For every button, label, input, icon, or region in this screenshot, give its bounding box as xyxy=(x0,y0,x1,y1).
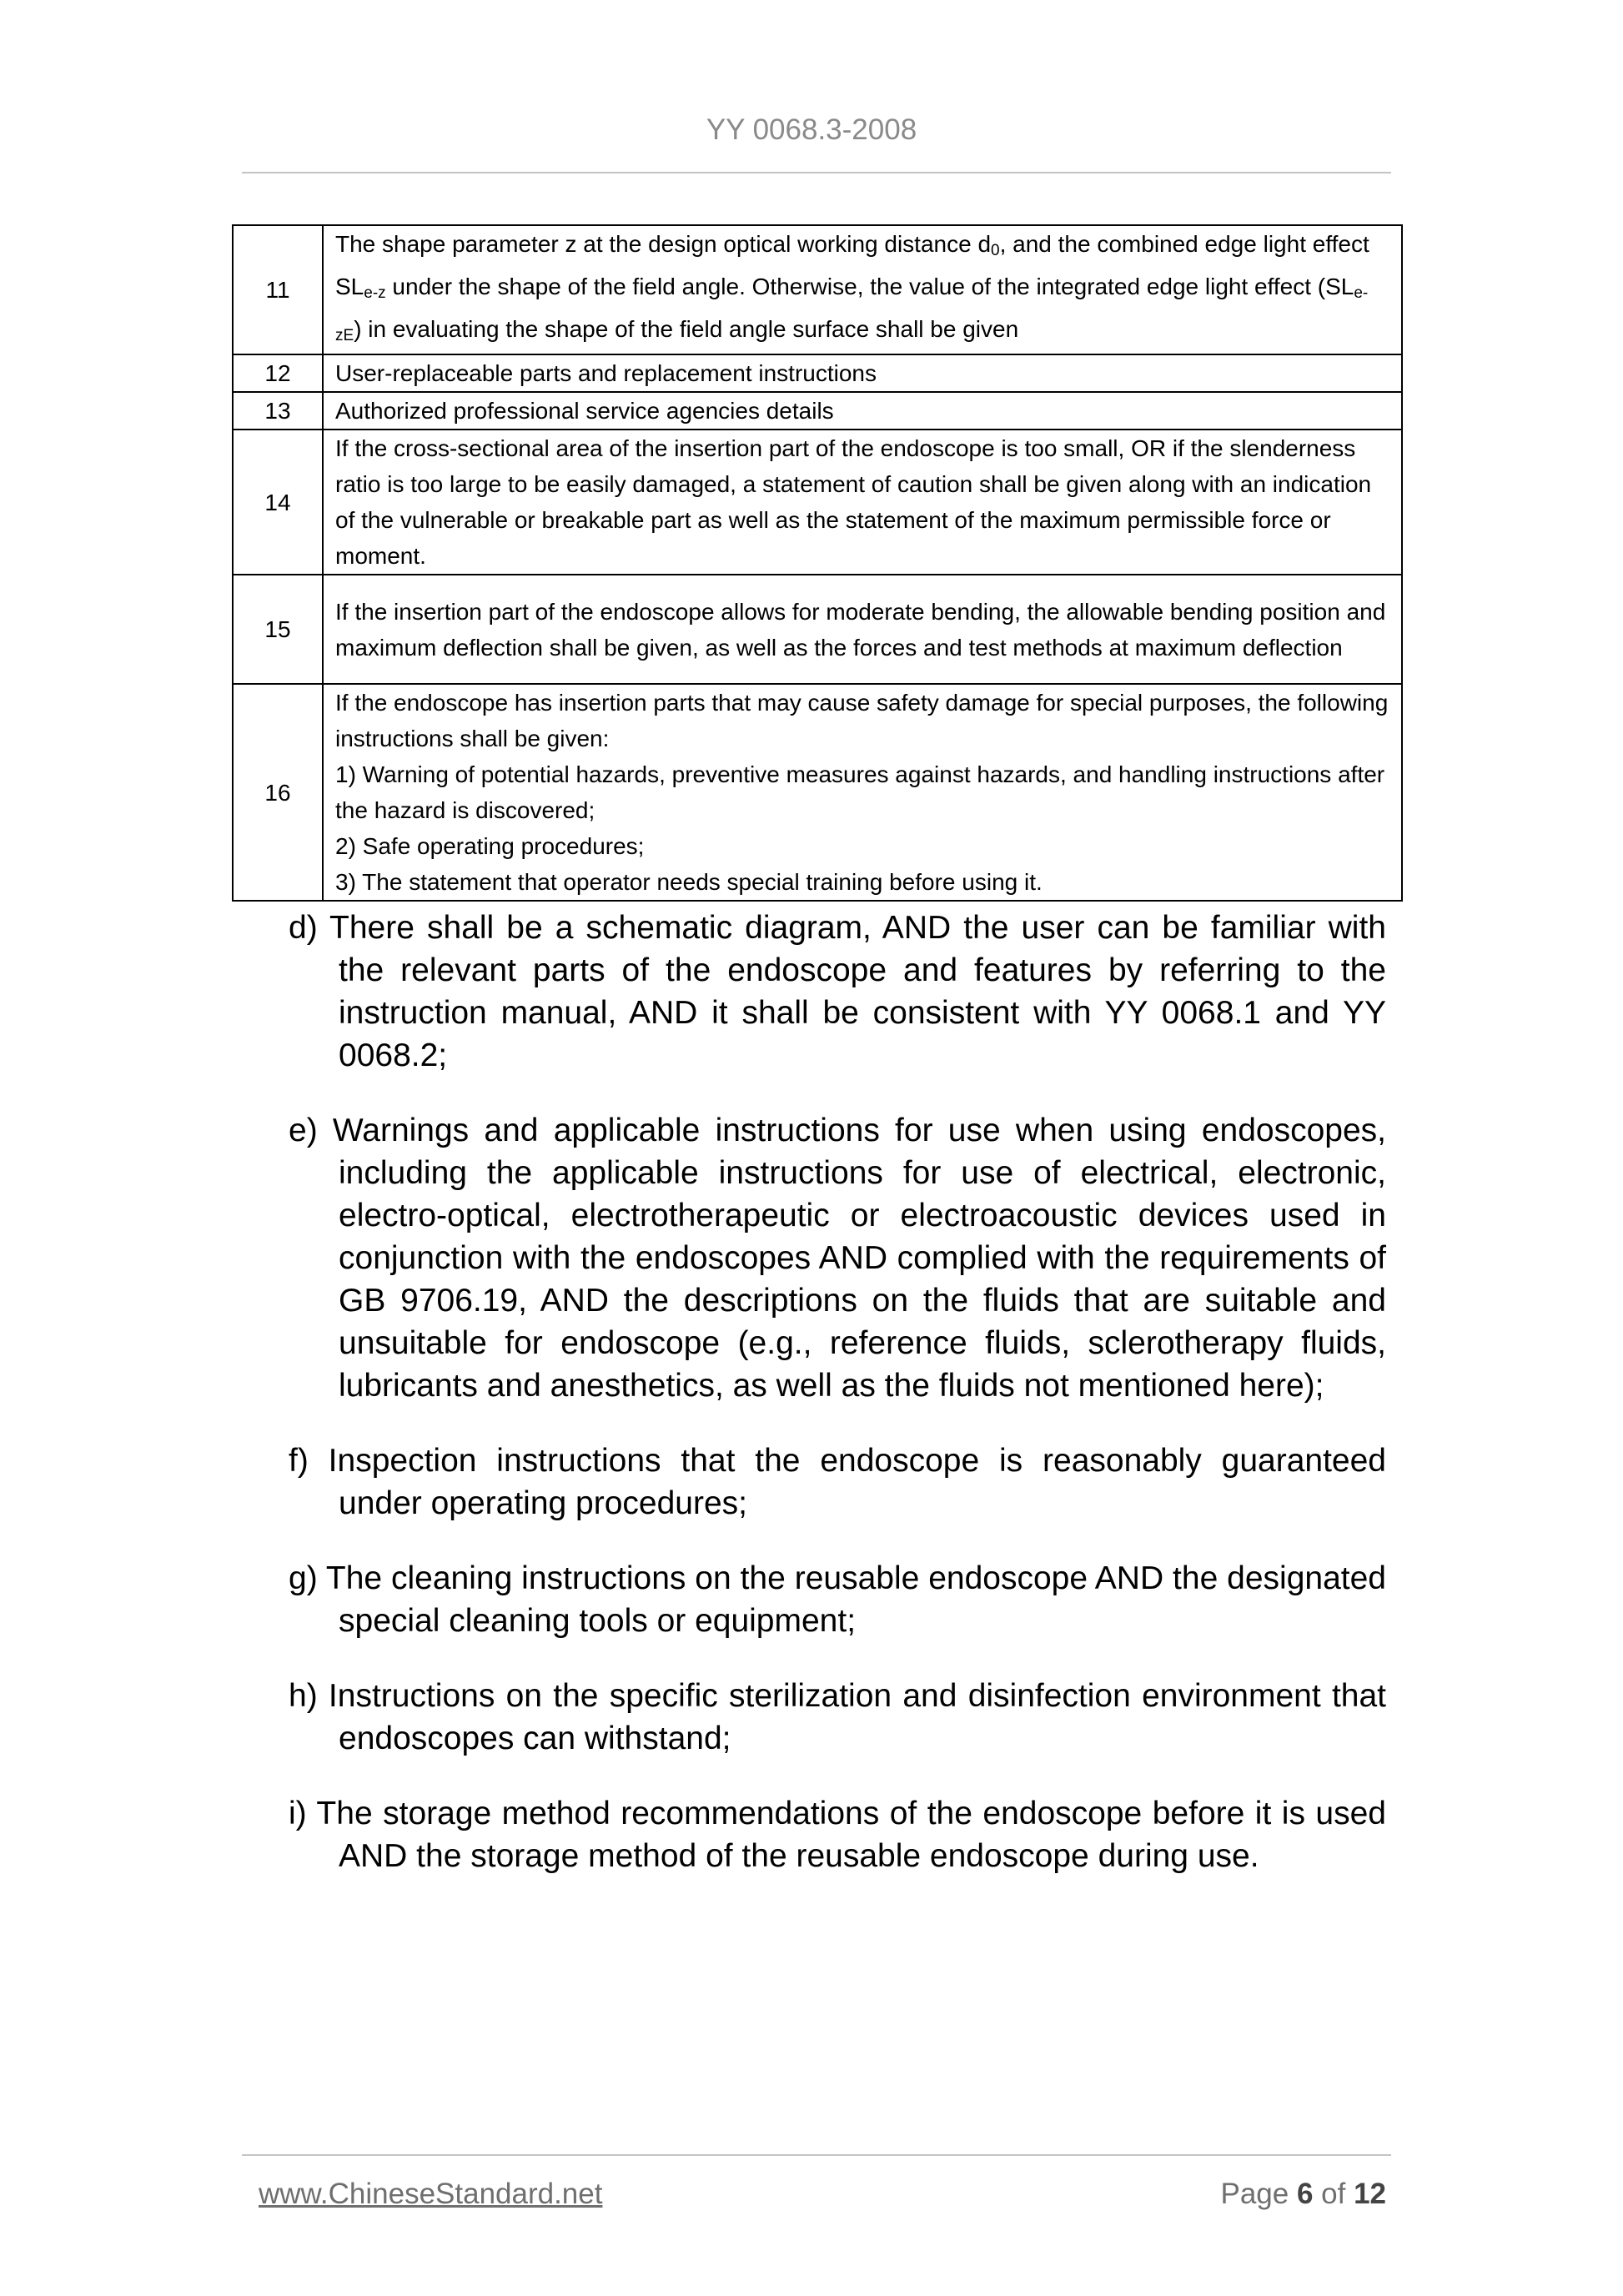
paragraph-d: d) There shall be a schematic diagram, AND the user can be familiar with the relevant parts of the endoscope and features by referring to the instruction manual, AND it shall be consistent with YY 0068.1 and YY 0068.2; xyxy=(289,910,1386,1073)
row-text-line: 3) The statement that operator needs special training before using it. xyxy=(335,869,1043,895)
row-text: If the insertion part of the endoscope allows for moderate bending, the allowable bending position and maximum deflection shall be given, as well as the forces and test methods at maximum deflection xyxy=(323,575,1402,684)
row-number: 13 xyxy=(233,392,323,430)
paragraph-e: e) Warnings and applicable instructions for use when using endoscopes, including the applicable instructions for use of electrical, electronic, electro-optical, electrotherapeutic or electroacoustic devices used in conjunction with the endoscopes AND complied with the requirements of GB 9706.19, AND the descriptions on the fluids that are suitable and unsuitable for endoscope (e.g., reference fluids, sclerotherapy fluids, lubricants and anesthetics, as well as the fluids not mentioned here); xyxy=(289,1113,1386,1404)
current-page: 6 xyxy=(1296,2178,1314,2210)
paragraph-f: f) Inspection instructions that the endoscope is reasonably guaranteed under operating procedures; xyxy=(289,1443,1386,1521)
row-text-line: 2) Safe operating procedures; xyxy=(335,833,645,859)
document-code-header: YY 0068.3-2008 xyxy=(706,113,917,146)
row-text: If the cross-sectional area of the insertion part of the endoscope is too small, OR if the slenderness ratio is too large to be easily damaged, a statement of caution shall be given along with an indication of the vulnerable or breakable part as well as the statement of the maximum permissible force or moment. xyxy=(323,430,1402,575)
row-number: 15 xyxy=(233,575,323,684)
row-number: 12 xyxy=(233,354,323,392)
paragraph-h: h) Instructions on the specific sterilization and disinfection environment that endoscopes can withstand; xyxy=(289,1678,1386,1756)
row-number: 16 xyxy=(233,684,323,901)
table-row xyxy=(233,430,1402,575)
row-text: Authorized professional service agencies details xyxy=(323,392,1402,430)
row-text xyxy=(323,684,1402,901)
footer-divider xyxy=(242,2154,1391,2156)
header-divider xyxy=(242,172,1391,173)
row-text-line: 1) Warning of potential hazards, preventive measures against hazards, and handling instructions after the hazard is discovered; xyxy=(335,761,1385,823)
table-row xyxy=(233,684,1402,901)
row-text-line: If the endoscope has insertion parts that may cause safety damage for special purposes, the following instructions shall be given: xyxy=(335,690,1389,751)
row-number: 14 xyxy=(233,430,323,575)
table-row xyxy=(233,392,1402,430)
table-row xyxy=(233,354,1402,392)
paragraph-g: g) The cleaning instructions on the reusable endoscope AND the designated special cleaning tools or equipment; xyxy=(289,1560,1386,1639)
page-indicator: Page 6 of 12 xyxy=(1220,2178,1386,2210)
requirements-table xyxy=(232,224,1403,902)
website-link[interactable]: www.ChineseStandard.net xyxy=(259,2178,603,2210)
total-pages: 12 xyxy=(1354,2178,1386,2210)
table-row xyxy=(233,225,1402,354)
row-text: The shape parameter z at the design optical working distance $d_0$, and the combined edge light effect $SL_{e-z}$ under the shape of the field angle. Otherwise, the value of the integrated edge light effect $(SL_{e-zE})$ in evaluating the shape of the field angle surface shall be given xyxy=(323,225,1402,354)
row-text: User-replaceable parts and replacement instructions xyxy=(323,354,1402,392)
paragraph-i: i) The storage method recommendations of the endoscope before it is used AND the storage method of the reusable endoscope during use. xyxy=(289,1796,1386,1874)
body-text xyxy=(289,907,1386,1910)
row-number: 11 xyxy=(233,225,323,354)
table-row xyxy=(233,575,1402,684)
